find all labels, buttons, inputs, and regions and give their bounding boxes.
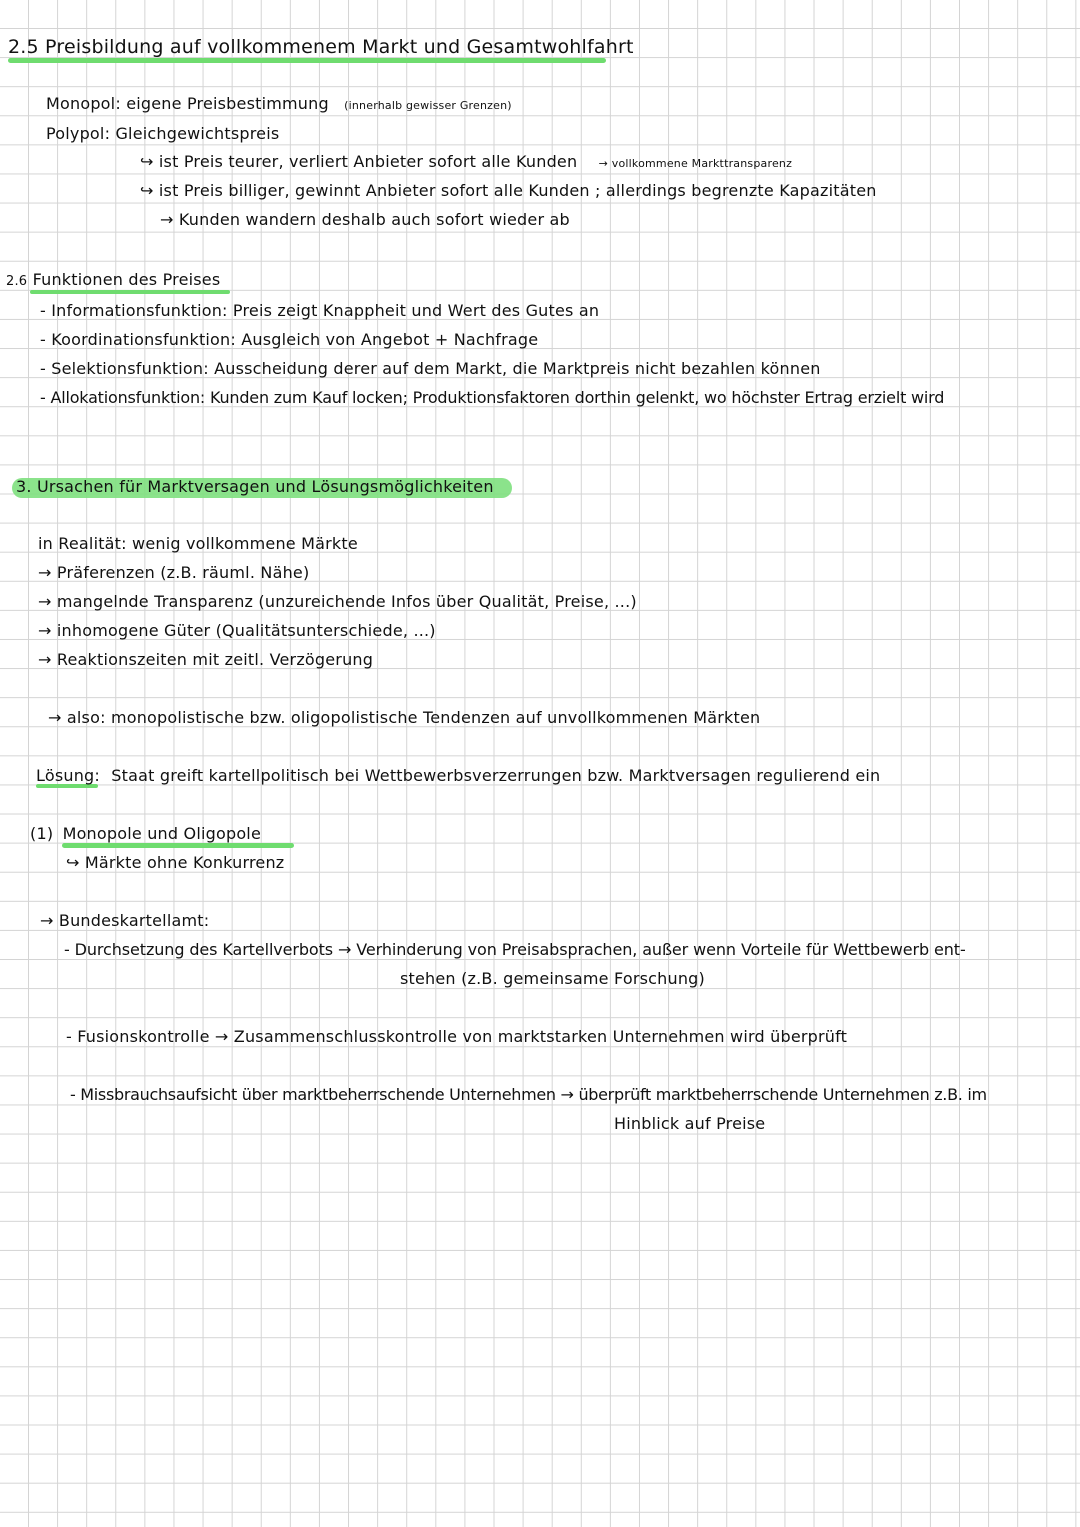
function-item: - Allokationsfunktion: Kunden zum Kauf locken; Produktionsfaktoren dorthin gelenkt, wo höchster Ertrag erzielt wird: [40, 388, 945, 407]
section-2-5-title: 2.5 Preisbildung auf vollkommenem Markt und Gesamtwohlfahrt: [8, 36, 634, 58]
solution-line: [36, 766, 880, 785]
cause-item: → inhomogene Güter (Qualitätsunterschiede, ...): [38, 621, 436, 640]
section-2-6-highlight: [30, 290, 230, 294]
solution-label: Lösung:: [36, 766, 100, 785]
subsection-1-note: ↪ Märkte ohne Konkurrenz: [66, 853, 285, 872]
bka-item-kartellverbot-cont: stehen (z.B. gemeinsame Forschung): [400, 969, 705, 988]
monopol-line: [46, 94, 512, 113]
polypol-bullet-1: [140, 152, 792, 171]
cause-item: → Präferenzen (z.B. räuml. Nähe): [38, 563, 310, 582]
bullet-1-text: ↪ ist Preis teurer, verliert Anbieter sofort alle Kunden: [140, 152, 578, 171]
bka-item-fusionskontrolle: - Fusionskontrolle → Zusammenschlusskontrolle von marktstarken Unternehmen wird überprüft: [66, 1027, 848, 1046]
reality-intro: in Realität: wenig vollkommene Märkte: [38, 534, 358, 553]
function-item: - Informationsfunktion: Preis zeigt Knappheit und Wert des Gutes an: [40, 301, 600, 320]
bka-item-kartellverbot: - Durchsetzung des Kartellverbots → Verhinderung von Preisabsprachen, außer wenn Vorteile für Wettbewerb ent-: [64, 940, 966, 959]
polypol-line: Polypol: Gleichgewichtspreis: [46, 124, 280, 143]
subsection-1-title-text: Monopole und Oligopole: [62, 824, 261, 843]
title-highlight: [8, 58, 606, 63]
cause-item: → mangelnde Transparenz (unzureichende Infos über Qualität, Preise, ...): [38, 592, 637, 611]
polypol-bullet-2: ↪ ist Preis billiger, gewinnt Anbieter sofort alle Kunden ; allerdings begrenzte Kapazitäten: [140, 181, 877, 200]
function-item: - Selektionsfunktion: Ausscheidung derer auf dem Markt, die Marktpreis nicht bezahlen können: [40, 359, 821, 378]
subsection-1-number: (1): [30, 824, 54, 843]
cause-item: → Reaktionszeiten mit zeitl. Verzögerung: [38, 650, 374, 669]
section-2-6-title: [6, 270, 220, 289]
polypol-bullet-3: → Kunden wandern deshalb auch sofort wieder ab: [160, 210, 570, 229]
monopol-text: Monopol: eigene Preisbestimmung: [46, 94, 329, 113]
bullet-1-note: → vollkommene Markttransparenz: [598, 157, 793, 170]
bka-item-missbrauchsaufsicht-cont: Hinblick auf Preise: [614, 1114, 766, 1133]
section-2-6-number: 2.6: [6, 274, 28, 289]
bka-item-missbrauchsaufsicht: - Missbrauchsaufsicht über marktbeherrschende Unternehmen → überprüft marktbeherrschende Unternehmen z.B. im: [70, 1085, 987, 1104]
bundeskartellamt-title: → Bundeskartellamt:: [40, 911, 210, 930]
section-3-title: 3. Ursachen für Marktversagen und Lösungsmöglichkeiten: [16, 477, 494, 496]
subsection-1-highlight: [62, 843, 294, 848]
monopol-note: (innerhalb gewisser Grenzen): [344, 99, 512, 112]
conclusion-line: → also: monopolistische bzw. oligopolistische Tendenzen auf unvollkommenen Märkten: [48, 708, 761, 727]
function-item: - Koordinationsfunktion: Ausgleich von Angebot + Nachfrage: [40, 330, 539, 349]
subsection-1-title: [30, 824, 261, 843]
section-2-6-title-text: Funktionen des Preises: [32, 270, 221, 289]
solution-text: Staat greift kartellpolitisch bei Wettbewerbsverzerrungen bzw. Marktversagen regulierend ein: [111, 766, 881, 785]
